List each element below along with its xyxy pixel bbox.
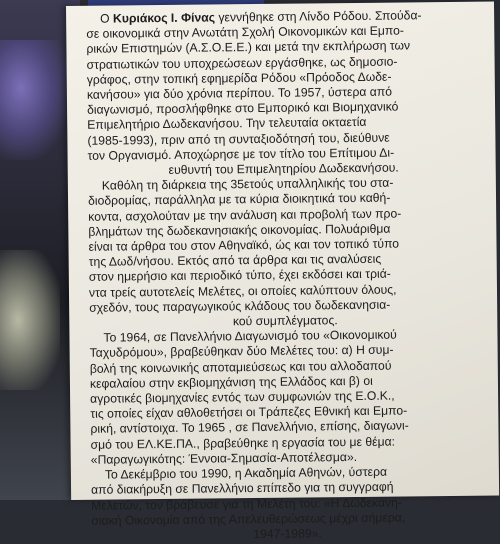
text-line: (1985-1993), πριν από τη συνταξιοδότησή του, διεύθυνε — [87, 130, 390, 148]
text-line: ρικών Επιστημών (Α.Σ.Ο.Ε.Ε.) και μετά την εκπλήρωση των — [86, 38, 411, 57]
text-line: σμό του ΕΛ.ΚΕ.ΠΑ., βραβεύθηκε η εργασία του με θέμα: — [90, 434, 396, 452]
text-line: σχεδόν, τους παραγωγικούς κλάδους του δωδεκανησια- — [89, 297, 391, 315]
text-line: ρική, αντίστοιχα. Το 1965 , σε Πανελλήνιο, επίσης, διαγωνι- — [90, 418, 409, 437]
text-line: Μελετών, τον βράβευσε για τη Μελέτη του: «Η Δωδεκανη- — [91, 495, 403, 513]
text-line: σιακή Οικονομία από της Απελευθερώσεως μέχρι σήμερα, — [91, 510, 406, 528]
text-line: από διακήρυξη σε Πανελλήνιο επίπεδο για τη συγγραφή — [90, 479, 394, 498]
text-line: Το 1964, σε Πανελλήνιο Διαγωνισμό του «Οικονομικού — [103, 327, 397, 345]
text-line: γράφος, στην τοπική εφημερίδα Ρόδου «Πρόοδος Δωδε- — [86, 69, 392, 87]
text-line: στον ημερήσιο και περιοδικό τύπο, έχει εκδόσει και τριά- — [88, 267, 391, 285]
text-line: αγροτικές βιομηχανίες εντός των συμφωνιών της Ε.Ο.Κ., — [90, 388, 395, 406]
text-line: Ο Κυριάκος Ι. Φίνας γεννήθηκε στη Λίνδο Ρόδου. Σπούδα- — [100, 8, 422, 26]
text-line: «Παραγωγικότης: Έννοια-Σημασία-Αποτέλεσμα». — [90, 449, 358, 467]
text-line: Το Δεκέμβριο του 1990, η Ακαδημία Αθηνών, ύστερα — [104, 464, 388, 482]
paragraph-2 — [88, 175, 482, 331]
text-line: διαγωνισμό, προσλήφθηκε στο Εμπορικό και Βιομηχανικό — [87, 99, 399, 118]
text-line: ευθυντή του Επιμελητηρίου Δωδεκανήσου. — [168, 160, 399, 177]
text-line: κεφαλαίου στην εκβιομηχάνιση της Ελλάδος και β) οι — [89, 373, 373, 391]
text-line: τον Οργανισμό. Αποχώρησε με τον τίτλο του Επίτιμου Δι- — [87, 145, 395, 163]
text-line: τις οποίες είχαν αθλοθετήσει οι Τράπεζες Εθνική και Εμπο- — [90, 403, 408, 422]
text-line: Καθόλη τη διάρκεια της 35ετούς υπαλληλικής του στα- — [101, 175, 394, 193]
text-line: διοδρομίας, παράλληλα με τα κύρια διοικητικά του καθή- — [87, 191, 391, 209]
paragraph-1 — [86, 8, 480, 179]
text-line: σε οικονομικά στην Ανωτάτη Σχολή Οικονομικών και Εμπο- — [86, 23, 404, 41]
text-line: ντα τρείς αυτοτελείς Μελέτες, οι οποίες καλύπτουν όλους, — [88, 282, 397, 300]
text-line: Ταχυδρόμου», βραβεύθηκαν δύο Μελέτες του: α) Η συμ- — [89, 343, 394, 361]
text-line: της Δωδ/νήσου. Εκτός από τα άρθρα και τις αναλύσεις — [88, 251, 382, 270]
background-blur-purple — [0, 40, 70, 160]
text-line: βλημάτων της δωδεκανησιακής οικονομίας. Πολυάριθμα — [88, 221, 391, 239]
printed-page — [66, 2, 499, 541]
author-name: Κυριάκος Ι. Φίνας — [112, 10, 216, 26]
text-line: Επιμελητήριο Δωδεκανήσου. Την τελευταία οκταετία — [87, 115, 367, 133]
text-line: στρατιωτικών του υποχρεώσεων εργάσθηκε, ως δημοσιο- — [86, 54, 398, 72]
text-line: κοντα, ασχολούταν με την ανάλυση και προβολή των προ- — [88, 206, 402, 224]
text-line: βολή της κοινωνικής αποταμιεύσεως και του αλλοδαπού — [89, 358, 392, 376]
background-blur-grey — [0, 250, 60, 390]
paragraph-4 — [91, 464, 484, 544]
paragraph-3 — [89, 327, 482, 468]
biography-text — [86, 8, 484, 544]
text-line: 1947-1989». — [253, 526, 322, 541]
text-line: είναι τα άρθρα του στον Αθηναϊκό, ώς και τον τοπικό τύπο — [88, 236, 400, 254]
text-line: κού συμπλέγματος. — [232, 313, 338, 329]
text-line: κανήσου» για δύο χρόνια περίπου. Το 1957, ύστερα από — [86, 84, 393, 102]
